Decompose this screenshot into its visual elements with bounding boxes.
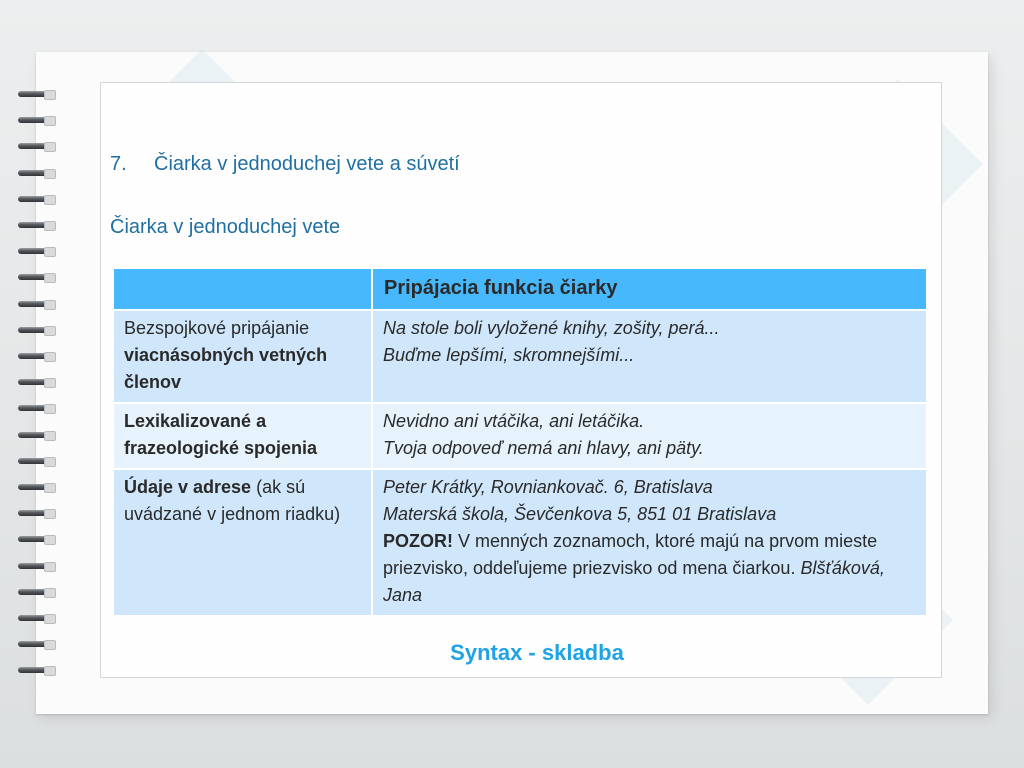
ring-hole [44, 169, 56, 179]
ring-hole [44, 457, 56, 467]
ring-hole [44, 142, 56, 152]
ring-hole [44, 326, 56, 336]
row3-left-cell [113, 469, 372, 616]
spiral-ring-icon [12, 350, 56, 362]
ring-hole [44, 90, 56, 100]
ring-hole [44, 535, 56, 545]
ring-hole [44, 562, 56, 572]
ring-hole [44, 404, 56, 414]
row3-right-cell [372, 469, 927, 616]
row1-example-2: Buďme lepšími, skromnejšími... [383, 345, 635, 365]
row2-example-1: Nevidno ani vtáčika, ani letáčika. [383, 411, 645, 431]
row3-note-label: POZOR! [383, 531, 453, 551]
spiral-ring-icon [12, 560, 56, 572]
ring-hole [44, 195, 56, 205]
row3-example-2: Materská škola, Ševčenkova 5, 851 01 Bratislava [383, 504, 777, 524]
spiral-ring-icon [12, 376, 56, 388]
ring-hole [44, 431, 56, 441]
spiral-ring-icon [12, 140, 56, 152]
spiral-ring-icon [12, 271, 56, 283]
spiral-ring-icon [12, 533, 56, 545]
footer-title: Syntax - skladba [450, 640, 624, 665]
row1-right-cell [372, 310, 927, 403]
ring-hole [44, 588, 56, 598]
table-row [113, 403, 927, 469]
ring-hole [44, 378, 56, 388]
row1-left-cell [113, 310, 372, 403]
row2-right-cell [372, 403, 927, 469]
row2-left-bold: Lexikalizované a frazeologické spojenia [124, 411, 318, 458]
ring-hole [44, 483, 56, 493]
ring-hole [44, 352, 56, 362]
spiral-ring-icon [12, 402, 56, 414]
ring-hole [44, 221, 56, 231]
spiral-ring-icon [12, 193, 56, 205]
spiral-ring-icon [12, 298, 56, 310]
row3-example-1: Peter Krátky, Rovniankovač. 6, Bratislava [383, 477, 713, 497]
spiral-ring-icon [12, 88, 56, 100]
row1-example-1: Na stole boli vyložené knihy, zošity, perá... [383, 318, 720, 338]
header-cell-empty [113, 268, 372, 310]
spiral-ring-icon [12, 429, 56, 441]
row3-left-bold: Údaje v adrese [124, 477, 252, 497]
header-cell-function: Pripájacia funkcia čiarky [372, 268, 927, 310]
ring-hole [44, 666, 56, 676]
ring-hole [44, 247, 56, 257]
ring-hole [44, 300, 56, 310]
section-number: 7. [110, 153, 127, 175]
spiral-ring-icon [12, 219, 56, 231]
row2-left-cell [113, 403, 372, 469]
row3-left-plain: (ak sú uvádzané v jednom riadku) [124, 477, 341, 524]
comma-function-table [112, 267, 928, 617]
table-header-row [113, 268, 927, 310]
ring-hole [44, 614, 56, 624]
subheading: Čiarka v jednoduchej vete [110, 216, 341, 238]
ring-hole [44, 273, 56, 283]
spiral-ring-icon [12, 245, 56, 257]
section-heading [110, 153, 460, 176]
spiral-binding-icon [12, 88, 62, 688]
spiral-ring-icon [12, 167, 56, 179]
footer [0, 640, 1024, 666]
spiral-ring-icon [12, 481, 56, 493]
section-title: Čiarka v jednoduchej vete a súvetí [154, 153, 460, 175]
spiral-ring-icon [12, 612, 56, 624]
row1-left-bold: viacnásobných vetných členov [124, 345, 328, 392]
table-row [113, 469, 927, 616]
ring-hole [44, 116, 56, 126]
row2-example-2: Tvoja odpoveď nemá ani hlavy, ani päty. [383, 438, 704, 458]
spiral-ring-icon [12, 114, 56, 126]
row3-note-text: V menných zoznamoch, ktoré majú na prvom mieste priezvisko, oddeľujeme priezvisko od mena čiarkou. [383, 531, 878, 578]
spiral-ring-icon [12, 324, 56, 336]
row3-note-example: Blšťáková, Jana [383, 558, 885, 605]
ring-hole [44, 509, 56, 519]
spiral-ring-icon [12, 455, 56, 467]
row1-left-plain: Bezspojkové pripájanie [124, 318, 310, 338]
table-row [113, 310, 927, 403]
spiral-ring-icon [12, 586, 56, 598]
spiral-ring-icon [12, 507, 56, 519]
